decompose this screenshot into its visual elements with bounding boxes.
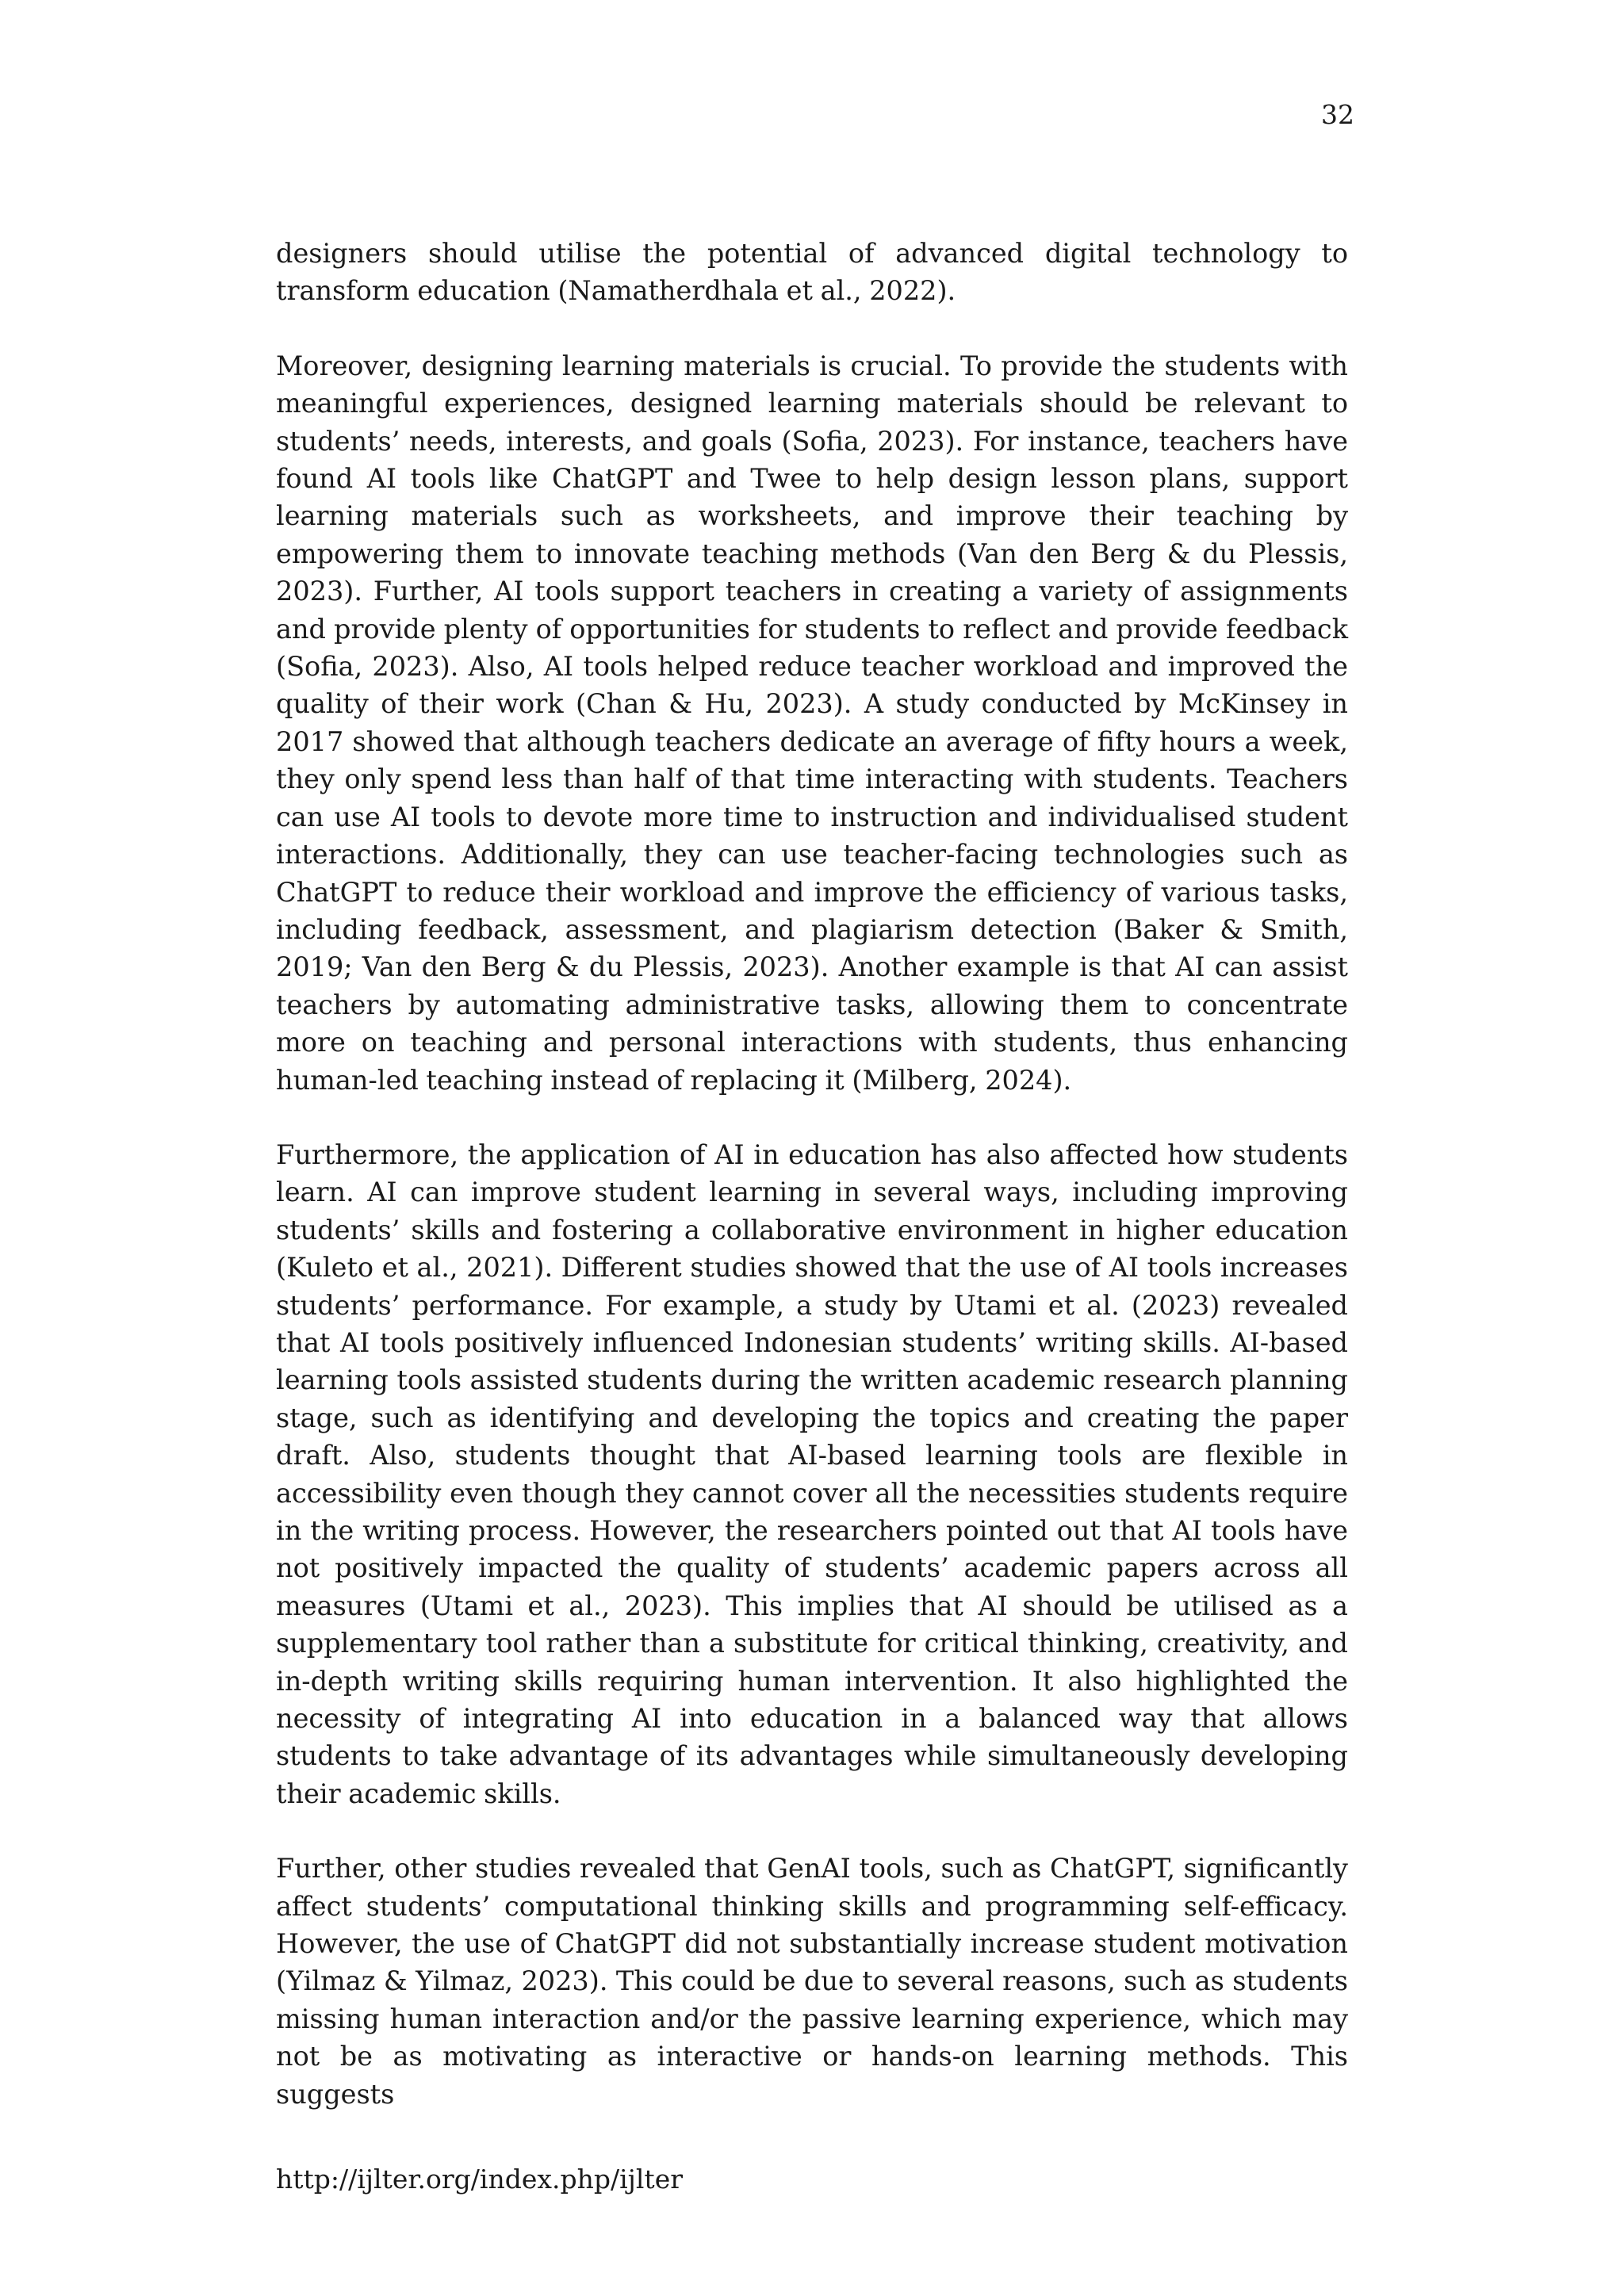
paragraph-4: Further, other studies revealed that GenAI tools, such as ChatGPT, significantly affect students’ computational thinking skills and programming self-efficacy. However, the use of ChatGPT did not substantially increase student motivation (Yilmaz & Yilmaz, 2023). This could be due to several reasons, such as students missing human interaction and/or the passive learning experience, which may not be as motivating as interactive or hands-on learning methods. This suggests: [276, 1853, 1348, 2110]
body-text: [276, 235, 1348, 2150]
paragraph-3: Furthermore, the application of AI in education has also affected how students learn. AI can improve student learning in several ways, including improving students’ skills and fostering a collaborative environment in higher education (Kuleto et al., 2021). Different studies showed that the use of AI tools increases students’ performance. For example, a study by Utami et al. (2023) revealed that AI tools positively influenced Indonesian students’ writing skills. AI-based learning tools assisted students during the written academic research planning stage, such as identifying and developing the topics and creating the paper draft. Also, students thought that AI-based learning tools are flexible in accessibility even though they cannot cover all the necessities students require in the writing process. However, the researchers pointed out that AI tools have not positively impacted the quality of students’ academic papers across all measures (Utami et al., 2023). This implies that AI should be utilised as a supplementary tool rather than a substitute for critical thinking, creativity, and in-depth writing skills requiring human intervention. It also highlighted the necessity of integrating AI into education in a balanced way that allows students to take advantage of its advantages while simultaneously developing their academic skills.: [276, 1138, 1348, 1809]
paragraph-2: Moreover, designing learning materials is crucial. To provide the students with meaningful experiences, designed learning materials should be relevant to students’ needs, interests, and goals (Sofia, 2023). For instance, teachers have found AI tools like ChatGPT and Twee to help design lesson plans, support learning materials such as worksheets, and improve their teaching by empowering them to innovate teaching methods (Van den Berg & du Plessis, 2023). Further, AI tools support teachers in creating a variety of assignments and provide plenty of opportunities for students to reflect and provide feedback (Sofia, 2023). Also, AI tools helped reduce teacher workload and improved the quality of their work (Chan & Hu, 2023). A study conducted by McKinsey in 2017 showed that although teachers dedicate an average of fifty hours a week, they only spend less than half of that time interacting with students. Teachers can use AI tools to devote more time to instruction and individualised student interactions. Additionally, they can use teacher-facing technologies such as ChatGPT to reduce their workload and improve the efficiency of various tasks, including feedback, assessment, and plagiarism detection (Baker & Smith, 2019; Van den Berg & du Plessis, 2023). Another example is that AI can assist teachers by automating administrative tasks, allowing them to concentrate more on teaching and personal interactions with students, thus enhancing human-led teaching instead of replacing it (Milberg, 2024).: [276, 350, 1348, 1096]
footer-url: http://ijlter.org/index.php/ijlter: [276, 2164, 683, 2195]
page-number: 32: [1321, 99, 1354, 130]
paragraph-1: designers should utilise the potential of advanced digital technology to transform education (Namatherdhala et al., 2022).: [276, 238, 1348, 307]
